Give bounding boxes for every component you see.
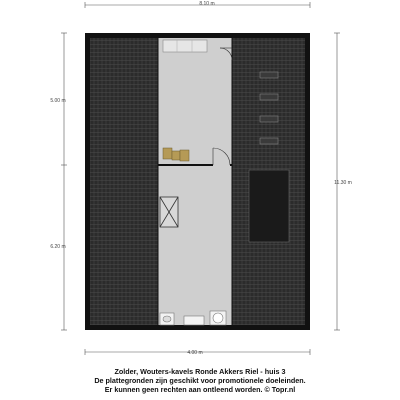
roof-left xyxy=(90,38,158,325)
dimension-right-label: 11.30 m xyxy=(334,180,352,186)
washer-icon xyxy=(210,311,226,325)
hatch-icon xyxy=(160,197,178,227)
dimension-top-label: 8.10 m xyxy=(199,1,215,7)
caption-disclaimer: De plattegronden zijn geschikt voor promotionele doeleinden. xyxy=(94,376,306,385)
dimension-left-lower-label: 6.20 m xyxy=(50,244,66,250)
roof-window-large xyxy=(249,170,289,242)
shelf xyxy=(163,40,207,52)
sink-icon xyxy=(160,313,174,325)
cabinet xyxy=(184,316,204,325)
attic-floor xyxy=(158,38,232,325)
dimension-left-upper-label: 5.00 m xyxy=(50,98,66,104)
caption-copyright: Er kunnen geen rechten aan ontleend worden. © Topr.nl xyxy=(104,385,296,394)
dimension-bottom-label: 4.00 m xyxy=(187,350,203,356)
caption-title: Zolder, Wouters-kavels Ronde Akkers Riel - huis 3 xyxy=(114,367,286,376)
